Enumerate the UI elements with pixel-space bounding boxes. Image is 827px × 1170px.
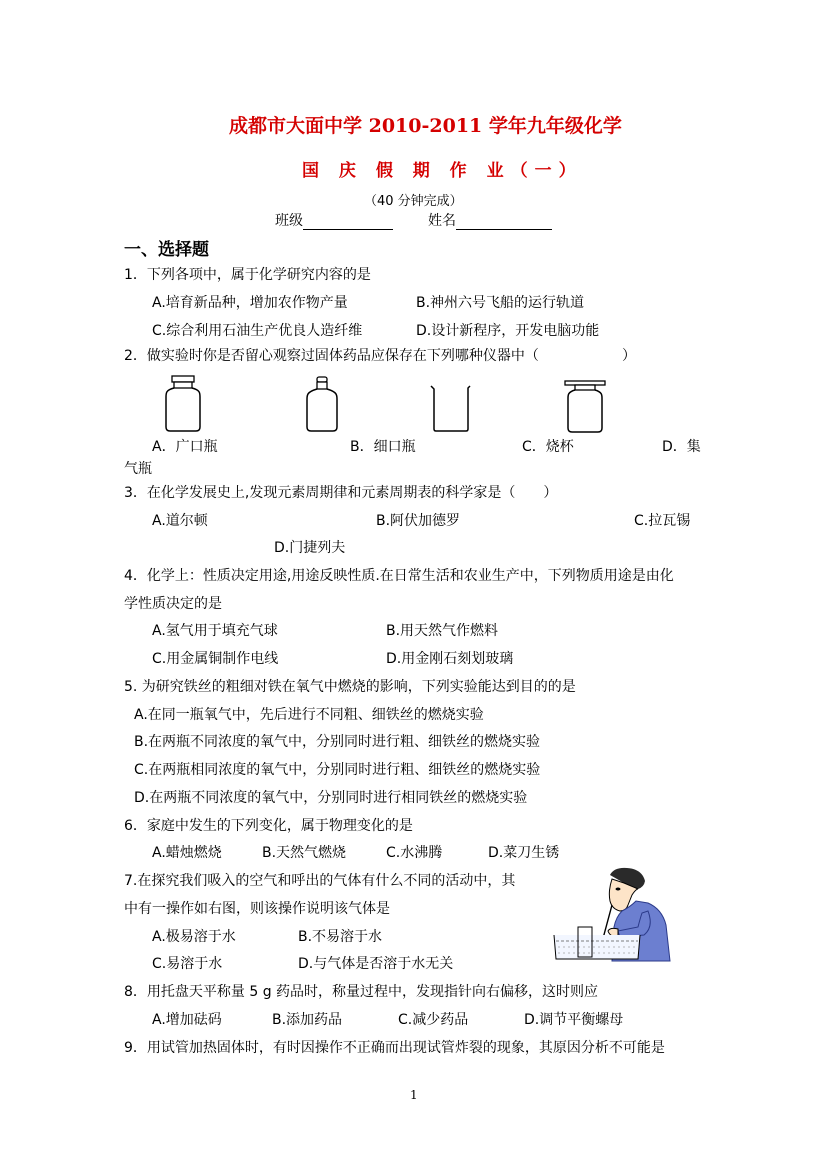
question-1-option-c[interactable]: C.综合利用石油生产优良人造纤维 (152, 323, 363, 339)
class-field (275, 210, 393, 230)
class-blank[interactable] (303, 213, 393, 230)
question-4-stem-line1: 4．化学上：性质决定用途,用途反映性质.在日常生活和农业生产中，下列物质用途是由化 (124, 568, 674, 584)
narrow-mouth-bottle-icon (302, 375, 342, 435)
question-8-option-d[interactable]: D.调节平衡螺母 (524, 1012, 624, 1028)
beaker-icon (428, 383, 474, 435)
question-3-option-d[interactable]: D.门捷列夫 (274, 540, 346, 556)
question-5-option-c[interactable]: C.在两瓶相同浓度的氧气中，分别同时进行粗、细铁丝的燃烧实验 (134, 762, 541, 778)
question-9-stem: 9．用试管加热固体时，有时因操作不正确而出现试管炸裂的现象，其原因分析不可能是 (124, 1040, 665, 1056)
question-5-option-d[interactable]: D.在两瓶不同浓度的氧气中，分别同时进行相同铁丝的燃烧实验 (134, 790, 528, 806)
page-title: 成都市大面中学 2010-2011 学年九年级化学 (229, 115, 622, 137)
question-2-stem: 2．做实验时你是否留心观察过固体药品应保存在下列哪种仪器中（ (124, 348, 539, 364)
name-label: 姓名 (428, 213, 456, 229)
question-4-option-c[interactable]: C.用金属铜制作电线 (152, 651, 279, 667)
name-field (428, 210, 552, 230)
question-2-option-d[interactable]: D．集 (662, 439, 701, 455)
question-2-option-a[interactable]: A．广口瓶 (152, 439, 218, 455)
question-7-option-b[interactable]: B.不易溶于水 (298, 929, 383, 945)
experiment-illustration (552, 865, 674, 965)
question-1-option-d[interactable]: D.设计新程序，开发电脑功能 (416, 323, 600, 339)
question-6-option-a[interactable]: A.蜡烛燃烧 (152, 845, 222, 861)
question-3-option-a[interactable]: A.道尔顿 (152, 513, 208, 529)
question-7-stem-line2: 中有一操作如右图，则该操作说明该气体是 (124, 901, 390, 917)
question-3-option-b[interactable]: B.阿伏加德罗 (376, 513, 461, 529)
question-5-stem: 5. 为研究铁丝的粗细对铁在氧气中燃烧的影响，下列实验能达到目的的是 (124, 679, 576, 695)
question-7-option-a[interactable]: A.极易溶于水 (152, 929, 236, 945)
question-7-stem-line1: 7.在探究我们吸入的空气和呼出的气体有什么不同的活动中，其 (124, 873, 516, 889)
page-number: 1 (410, 1088, 418, 1102)
question-4-option-d[interactable]: D.用金刚石刻划玻璃 (386, 651, 514, 667)
question-2-option-c[interactable]: C．烧杯 (522, 439, 574, 455)
question-6-option-b[interactable]: B.天然气燃烧 (262, 845, 347, 861)
question-8-option-a[interactable]: A.增加砝码 (152, 1012, 222, 1028)
question-2-option-d-continued: 气瓶 (124, 461, 152, 477)
question-1-option-a[interactable]: A.培育新品种，增加农作物产量 (152, 295, 348, 311)
question-4-option-b[interactable]: B.用天然气作燃料 (386, 623, 499, 639)
question-2-option-b[interactable]: B．细口瓶 (350, 439, 416, 455)
time-note: （40 分钟完成） (364, 194, 463, 209)
name-blank[interactable] (456, 213, 552, 230)
question-1-option-b[interactable]: B.神州六号飞船的运行轨道 (416, 295, 585, 311)
question-8-option-b[interactable]: B.添加药品 (272, 1012, 343, 1028)
question-8-stem: 8．用托盘天平称量 5 g 药品时，称量过程中，发现指针向右偏移，这时则应 (124, 984, 599, 1000)
question-6-option-c[interactable]: C.水沸腾 (386, 845, 443, 861)
question-5-option-a[interactable]: A.在同一瓶氧气中，先后进行不同粗、细铁丝的燃烧实验 (134, 707, 484, 723)
question-7-option-d[interactable]: D.与气体是否溶于水无关 (298, 956, 454, 972)
section-heading: 一、选择题 (124, 240, 209, 260)
question-3-option-c[interactable]: C.拉瓦锡 (634, 513, 691, 529)
question-4-option-a[interactable]: A.氢气用于填充气球 (152, 623, 278, 639)
page-subtitle: 国 庆 假 期 作 业（一） (302, 161, 583, 181)
class-label: 班级 (275, 213, 303, 229)
wide-mouth-bottle-icon (160, 375, 206, 435)
question-1-stem: 1．下列各项中，属于化学研究内容的是 (124, 267, 371, 283)
question-5-option-b[interactable]: B.在两瓶不同浓度的氧气中，分别同时进行粗、细铁丝的燃烧实验 (134, 734, 541, 750)
question-3-stem: 3．在化学发展史上,发现元素周期律和元素周期表的科学家是（ ） (124, 485, 558, 501)
question-8-option-c[interactable]: C.减少药品 (398, 1012, 469, 1028)
question-4-stem-line2: 学性质决定的是 (124, 596, 222, 612)
question-6-option-d[interactable]: D.菜刀生锈 (488, 845, 560, 861)
question-2-stem-close: ） (622, 348, 636, 364)
question-7-option-c[interactable]: C.易溶于水 (152, 956, 223, 972)
question-6-stem: 6．家庭中发生的下列变化，属于物理变化的是 (124, 818, 413, 834)
gas-collecting-bottle-icon (563, 378, 607, 436)
